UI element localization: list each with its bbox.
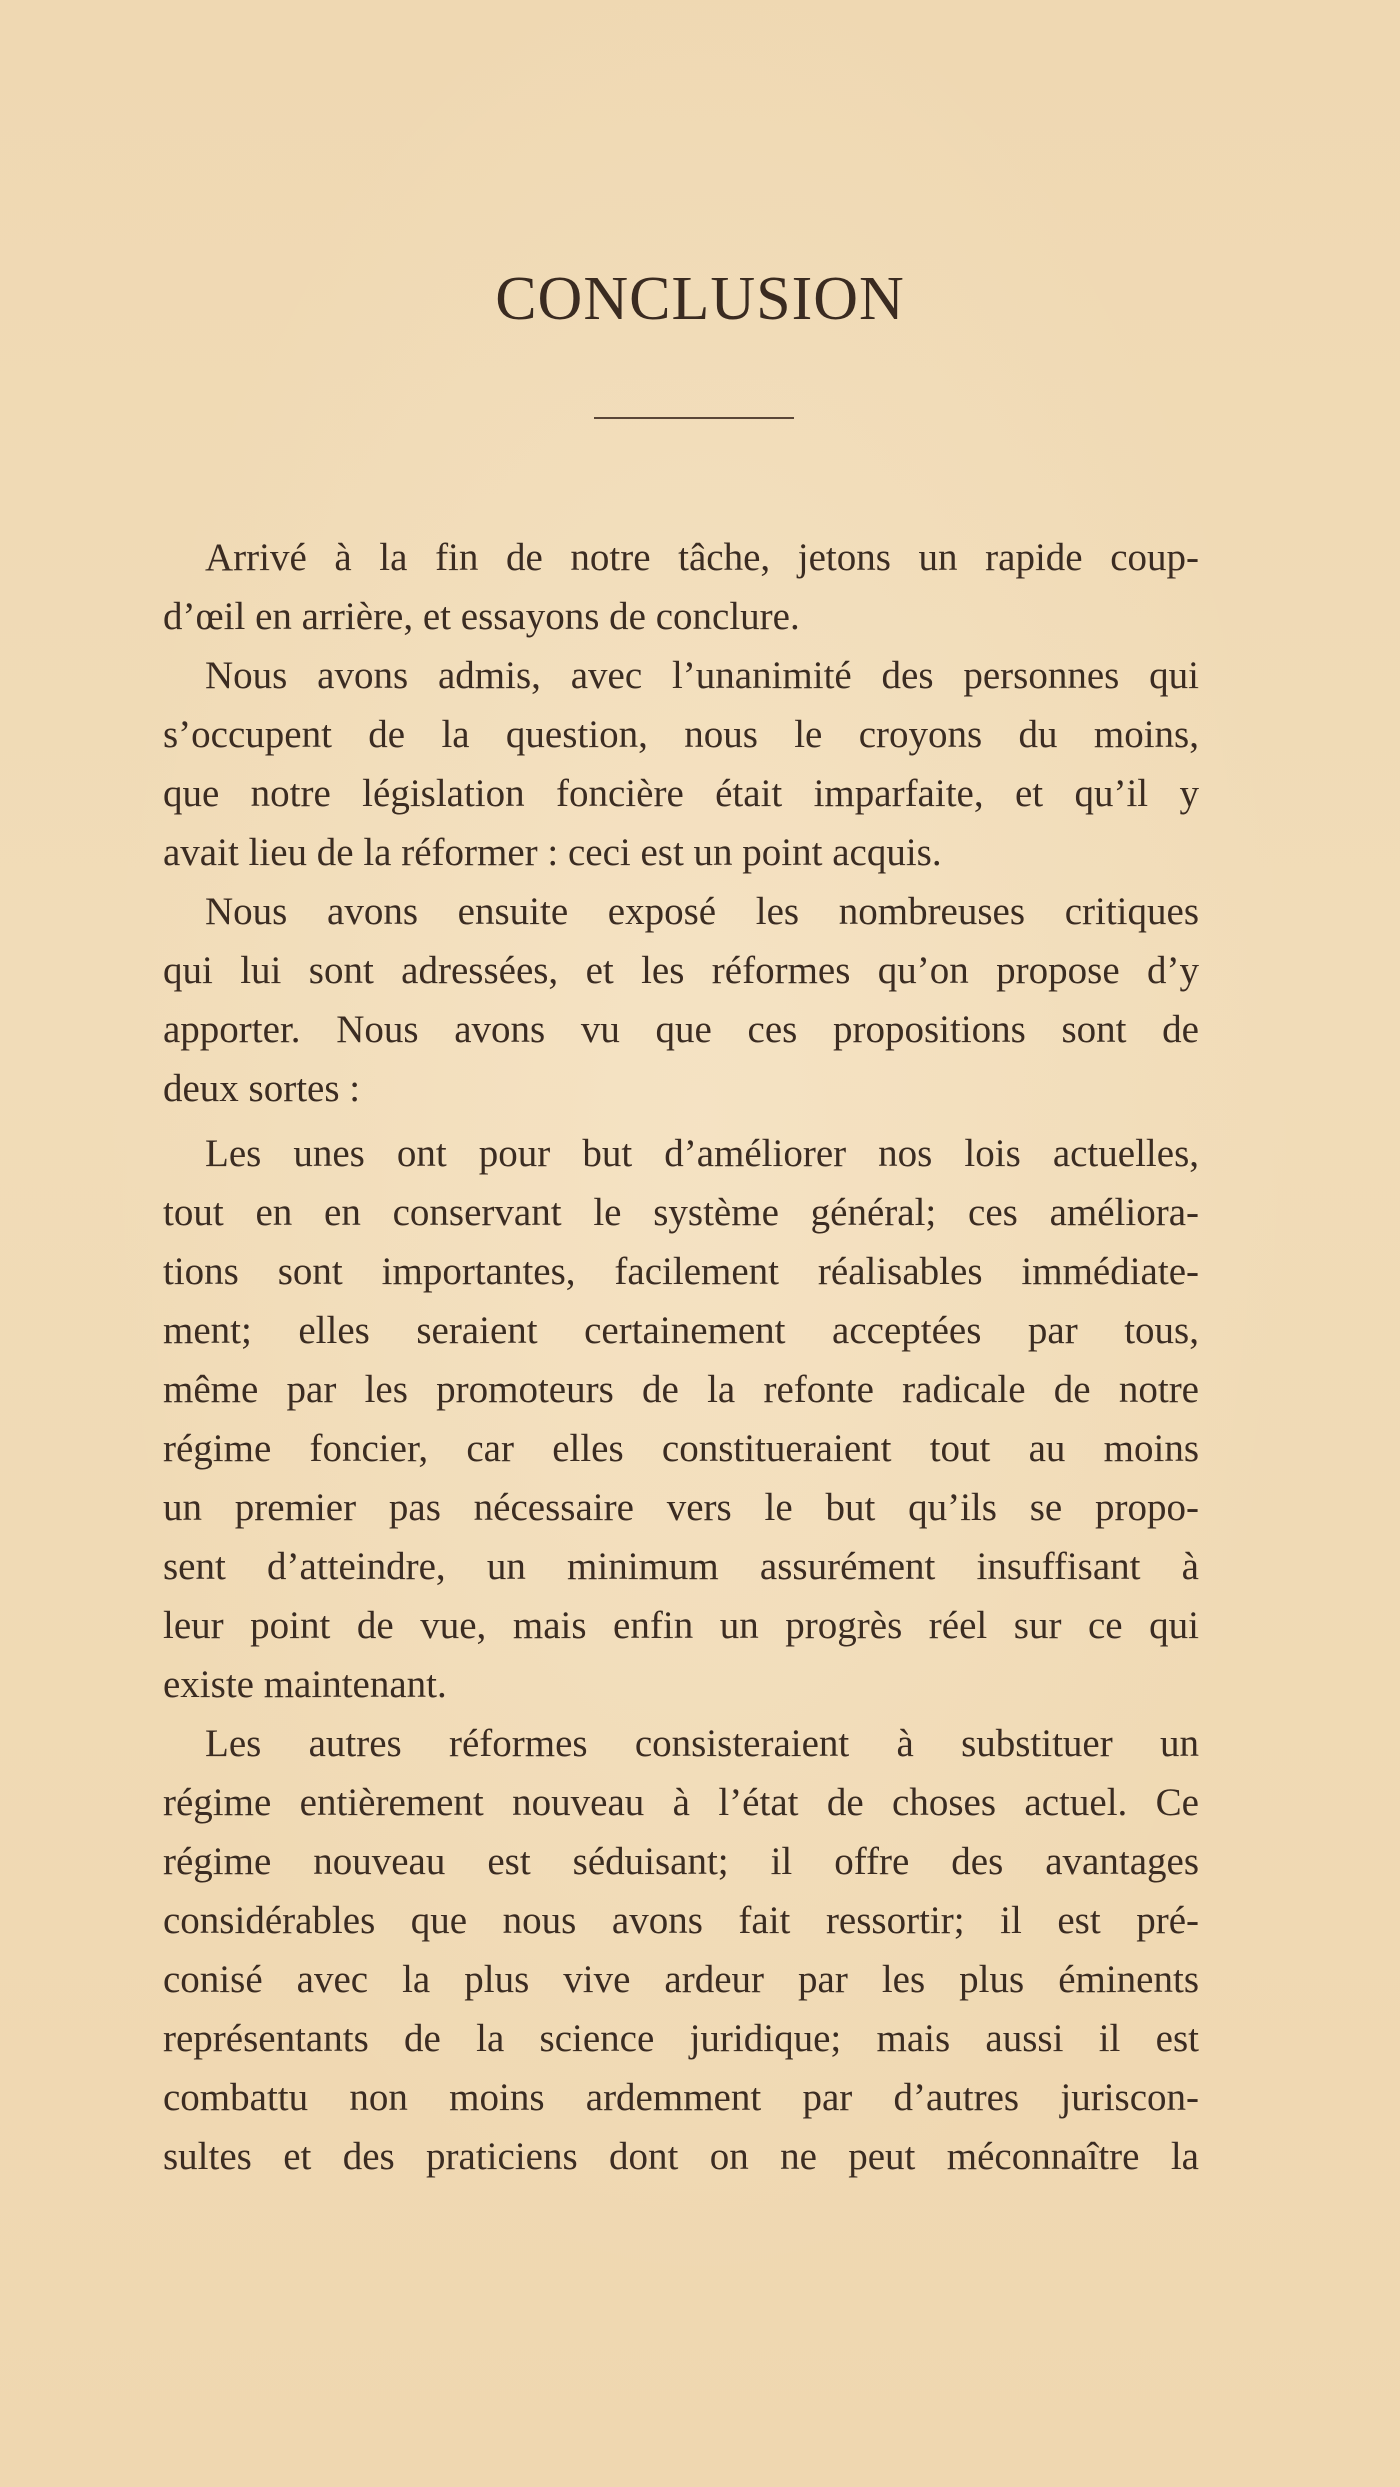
text-line: avait lieu de la réformer : ceci est un point acquis. — [163, 831, 942, 874]
text-line: Nous avons ensuite exposé les nombreuses critiques — [205, 890, 1199, 933]
text-line: représentants de la science juridique; mais aussi il est — [163, 2017, 1199, 2060]
text-line: d’œil en arrière, et essayons de conclure. — [163, 595, 800, 638]
text-line: ment; elles seraient certainement acceptées par tous, — [163, 1309, 1199, 1352]
text-line: que notre législation foncière était imparfaite, et qu’il y — [163, 772, 1199, 815]
text-line: Les autres réformes consisteraient à substituer un — [205, 1722, 1199, 1765]
text-line: Nous avons admis, avec l’unanimité des personnes qui — [205, 654, 1199, 697]
chapter-title: CONCLUSION — [495, 265, 905, 333]
body-text — [163, 528, 1199, 2186]
text-line: considérables que nous avons fait ressortir; il est pré- — [163, 1899, 1199, 1942]
text-line: qui lui sont adressées, et les réformes qu’on propose d’y — [163, 949, 1199, 992]
text-line: régime entièrement nouveau à l’état de choses actuel. Ce — [163, 1781, 1199, 1824]
text-line: même par les promoteurs de la refonte radicale de notre — [163, 1368, 1199, 1411]
text-line: tout en en conservant le système général; ces améliora- — [163, 1191, 1199, 1234]
text-line: conisé avec la plus vive ardeur par les plus éminents — [163, 1958, 1199, 2001]
text-line: Arrivé à la fin de notre tâche, jetons un rapide coup- — [205, 536, 1199, 579]
text-line: existe maintenant. — [163, 1663, 447, 1706]
text-line: s’occupent de la question, nous le croyons du moins, — [163, 713, 1199, 756]
title-rule — [594, 417, 794, 419]
text-line: deux sortes : — [163, 1067, 361, 1110]
text-line: un premier pas nécessaire vers le but qu’ils se propo- — [163, 1486, 1199, 1529]
text-line: Les unes ont pour but d’améliorer nos lois actuelles, — [205, 1132, 1199, 1175]
text-line: combattu non moins ardemment par d’autres juriscon- — [163, 2076, 1199, 2119]
text-line: leur point de vue, mais enfin un progrès réel sur ce qui — [163, 1604, 1199, 1647]
text-line: sultes et des praticiens dont on ne peut méconnaître la — [163, 2135, 1199, 2178]
text-line: régime nouveau est séduisant; il offre des avantages — [163, 1840, 1199, 1883]
text-line: apporter. Nous avons vu que ces propositions sont de — [163, 1008, 1199, 1051]
text-line: sent d’atteindre, un minimum assurément insuffisant à — [163, 1545, 1199, 1588]
text-line: régime foncier, car elles constitueraient tout au moins — [163, 1427, 1199, 1470]
text-line: tions sont importantes, facilement réalisables immédiate- — [163, 1250, 1199, 1293]
